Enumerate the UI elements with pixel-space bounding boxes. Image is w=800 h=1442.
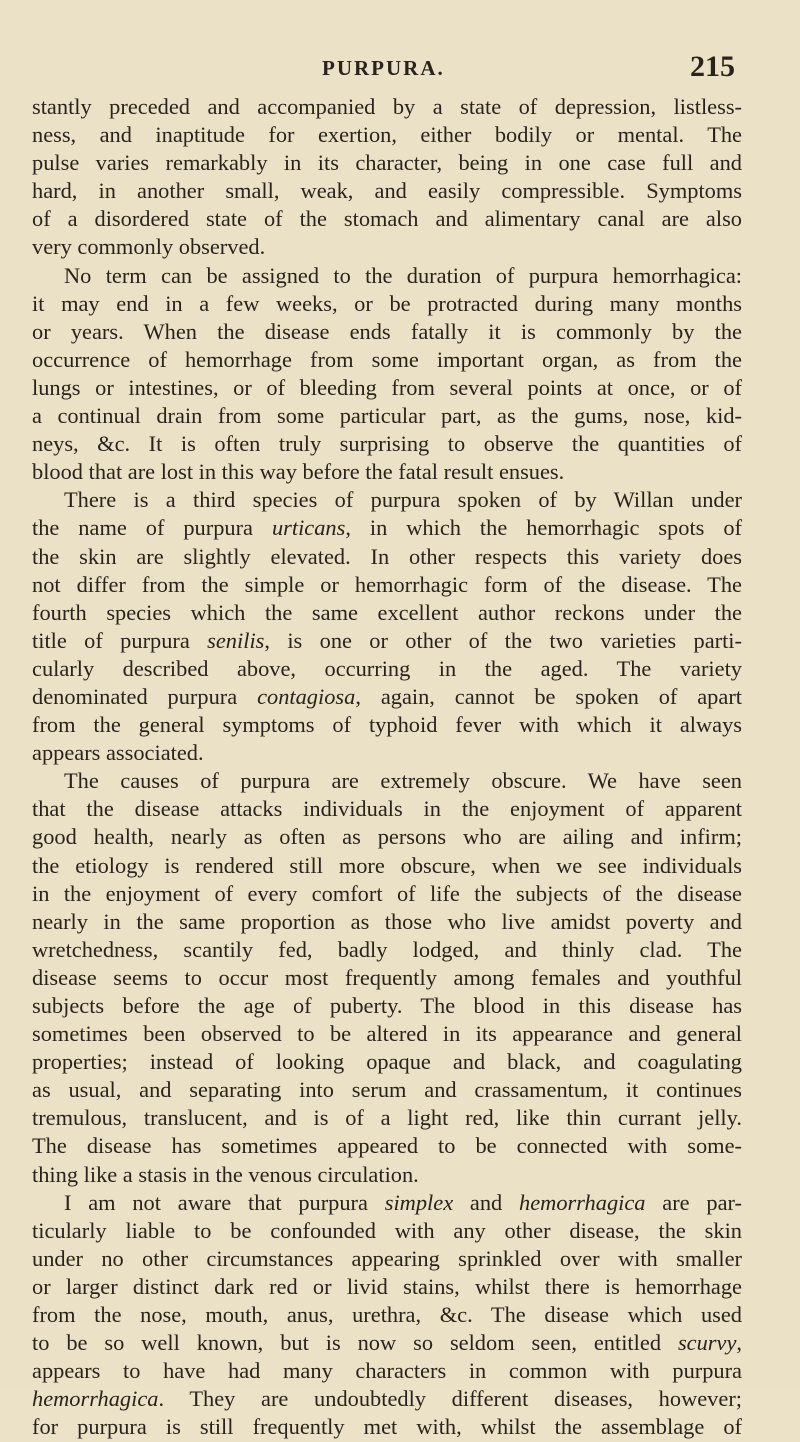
text-segment: , is one or other of the two varieties parti- (264, 627, 742, 653)
text-line: nearly in the same proportion as those who live amidst poverty and (32, 908, 742, 934)
text-line (32, 514, 742, 542)
text-line: neys, &c. It is often truly surprising to observe the quantities of (32, 431, 742, 457)
text-line: under no other circumstances appearing sprinkled over with smaller (32, 1245, 742, 1271)
text-line (32, 1189, 742, 1217)
text-line: pulse varies remarkably in its character, being in one case full and (32, 150, 742, 176)
text-line: of a disordered state of the stomach and alimentary canal are also (32, 206, 742, 232)
text-line: appears associated. (32, 740, 204, 766)
italic-term: hemorrhagica (32, 1386, 159, 1412)
running-title: PURPURA. (322, 56, 445, 80)
text-line: it may end in a few weeks, or be protracted during many months (32, 290, 742, 316)
text-line (32, 1385, 742, 1413)
text-line: sometimes been observed to be altered in its appearance and general (32, 1021, 742, 1047)
text-segment: . They are undoubtedly different diseases, however; (158, 1386, 742, 1412)
text-line: blood that are lost in this way before the fatal result ensues. (32, 459, 565, 485)
text-line: very commonly observed. (32, 234, 266, 260)
text-segment: to be so well known, but is now so seldom seen, entitled (32, 1330, 678, 1356)
text-segment: , again, cannot be spoken of apart (355, 683, 742, 709)
text-line: fourth species which the same excellent author reckons under the (32, 599, 742, 625)
italic-term: senilis (207, 627, 265, 653)
text-line: cularly described above, occurring in the aged. The variety (32, 655, 742, 681)
text-line: No term can be assigned to the duration of purpura hemorrhagica: (64, 262, 742, 288)
text-line: wretchedness, scantily fed, badly lodged, and thinly clad. The (32, 936, 742, 962)
text-line: or years. When the disease ends fatally it is commonly by the (32, 318, 742, 344)
page-header (0, 52, 800, 88)
text-line: or larger distinct dark red or livid stains, whilst there is hemorrhage (32, 1273, 742, 1299)
italic-term: simplex (384, 1189, 454, 1215)
text-line: thing like a stasis in the venous circulation. (32, 1161, 419, 1187)
text-line: The disease has sometimes appeared to be connected with some- (32, 1133, 742, 1159)
text-segment: the name of purpura (32, 515, 272, 541)
text-line: appears to have had many characters in common with purpura (32, 1358, 742, 1384)
text-line: tremulous, translucent, and is of a light red, like thin currant jelly. (32, 1105, 742, 1131)
text-segment: denominated purpura (32, 683, 258, 709)
text-line: not differ from the simple or hemorrhagic form of the disease. The (32, 571, 742, 597)
text-line: subjects before the age of puberty. The blood in this disease has (32, 993, 742, 1018)
text-line: as usual, and separating into serum and crassamentum, it continues (32, 1077, 742, 1103)
text-segment: and (453, 1189, 520, 1215)
text-line: disease seems to occur most frequently among females and youthful (32, 964, 742, 990)
page-number: 215 (690, 50, 735, 83)
text-line: from the general symptoms of typhoid fever with which it always (32, 712, 742, 738)
text-line: from the nose, mouth, anus, urethra, &c. The disease which used (32, 1302, 742, 1328)
text-line: The causes of purpura are extremely obscure. We have seen (64, 768, 742, 794)
text-line: stantly preceded and accompanied by a state of depression, listless- (32, 94, 742, 119)
text-line (32, 627, 742, 655)
text-segment: I am not aware that purpura (64, 1189, 385, 1215)
text-line: ticularly liable to be confounded with any other disease, the skin (32, 1217, 742, 1243)
text-line (32, 1329, 742, 1357)
text-line: lungs or intestines, or of bleeding from several points at once, or of (32, 374, 742, 400)
text-line: occurrence of hemorrhage from some important organ, as from the (32, 346, 742, 372)
italic-term: hemorrhagica (519, 1189, 646, 1215)
text-line: the skin are slightly elevated. In other respects this variety does (32, 543, 742, 569)
text-line: There is a third species of purpura spoken of by Willan under (64, 487, 742, 513)
text-segment: title of purpura (32, 627, 208, 653)
italic-term: contagiosa (257, 683, 356, 709)
text-line: in the enjoyment of every comfort of life the subjects of the disease (32, 880, 742, 906)
text-line: for purpura is still frequently met with, whilst the assemblage of (32, 1414, 742, 1440)
text-line: properties; instead of looking opaque and black, and coagulating (32, 1049, 742, 1075)
text-segment: , (736, 1330, 742, 1356)
italic-term: scurvy (677, 1330, 737, 1356)
text-line: ness, and inaptitude for exertion, either bodily or mental. The (32, 122, 742, 148)
text-line (32, 683, 742, 711)
text-line: hard, in another small, weak, and easily compressible. Symptoms (32, 178, 742, 204)
italic-term: urticans (271, 515, 346, 541)
text-segment: , in which the hemorrhagic spots of (345, 515, 742, 541)
text-line: good health, nearly as often as persons who are ailing and infirm; (32, 824, 742, 850)
body-text (32, 93, 742, 1442)
text-line: the etiology is rendered still more obscure, when we see individuals (32, 852, 742, 878)
text-segment: are par- (645, 1189, 742, 1215)
text-line: a continual drain from some particular part, as the gums, nose, kid- (32, 403, 742, 429)
text-line: that the disease attacks individuals in the enjoyment of apparent (32, 796, 742, 822)
